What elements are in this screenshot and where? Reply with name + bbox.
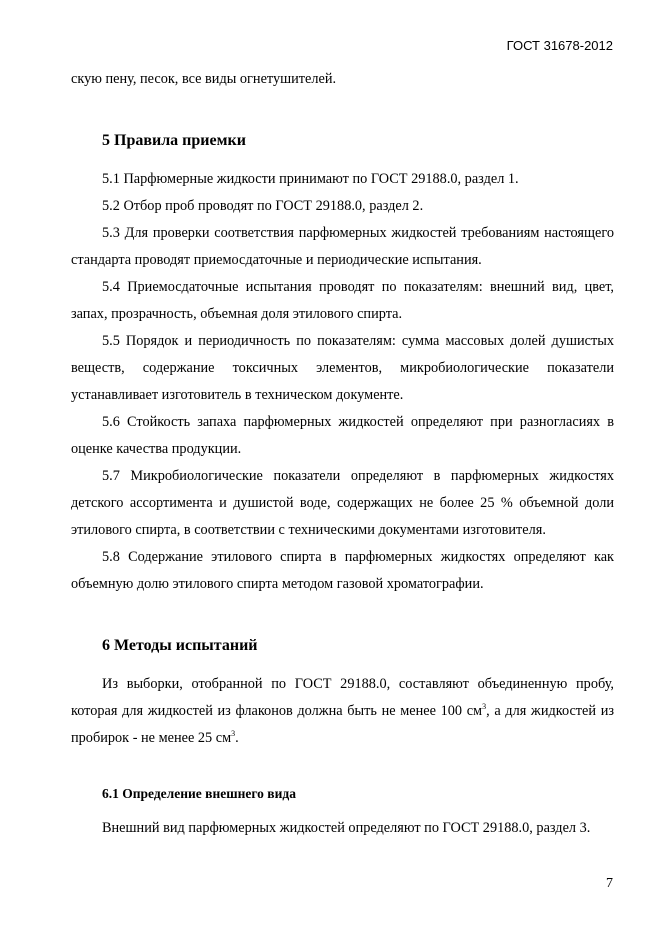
section-6-1-text: Внешний вид парфюмерных жидкостей определяют по ГОСТ 29188.0, раздел 3. bbox=[102, 820, 591, 836]
section-5-title: 5 Правила приемки bbox=[102, 132, 246, 149]
clause-5-7: 5.7 Микробиологические показатели определяют в парфюмерных жидкостях детского ассортимента и душистой воде, содержащих не более 25 % объемной доли этилового спирта, в соответствии с техническими документами изготовителя. bbox=[71, 468, 614, 538]
cubic-superscript-2: 3 bbox=[231, 729, 236, 738]
clause-5-3: 5.3 Для проверки соответствия парфюмерных жидкостей требованиям настоящего стандарта проводят приемосдаточные и периодические испытания. bbox=[71, 225, 614, 268]
intro-text-1: Из выборки, отобранной по ГОСТ 29188.0, составляют объединенную пробу, которая для жидкостей из флаконов должна быть не менее 100 см bbox=[71, 676, 614, 719]
page-body bbox=[71, 66, 614, 842]
section-6-intro bbox=[71, 671, 614, 752]
clause-5-5: 5.5 Порядок и периодичность по показателям: сумма массовых долей душистых веществ, содержание токсичных элементов, микробиологические показатели устанавливает изготовитель в техническом документе. bbox=[71, 333, 614, 403]
clause-5-1: 5.1 Парфюмерные жидкости принимают по ГОСТ 29188.0, раздел 1. bbox=[102, 171, 519, 187]
clause-5-4: 5.4 Приемосдаточные испытания проводят по показателям: внешний вид, цвет, запах, прозрачность, объемная доля этилового спирта. bbox=[71, 279, 614, 322]
page-number: 7 bbox=[606, 876, 613, 891]
clause-5-2: 5.2 Отбор проб проводят по ГОСТ 29188.0, раздел 2. bbox=[102, 198, 424, 214]
intro-text-3: . bbox=[235, 730, 239, 746]
section-6-title: 6 Методы испытаний bbox=[102, 637, 258, 654]
clause-5-8: 5.8 Содержание этилового спирта в парфюмерных жидкостях определяют как объемную долю этилового спирта методом газовой хроматографии. bbox=[71, 549, 614, 592]
lead-text: скую пену, песок, все виды огнетушителей. bbox=[71, 71, 337, 87]
section-6-1-title: 6.1 Определение внешнего вида bbox=[102, 786, 296, 801]
document-code-header: ГОСТ 31678-2012 bbox=[506, 38, 613, 53]
intro-text-2: , а для жидкостей из пробирок - не менее 25 см bbox=[71, 703, 614, 746]
clause-5-6: 5.6 Стойкость запаха парфюмерных жидкостей определяют при разногласиях в оценке качества продукции. bbox=[71, 414, 614, 457]
cubic-superscript-1: 3 bbox=[482, 702, 487, 711]
